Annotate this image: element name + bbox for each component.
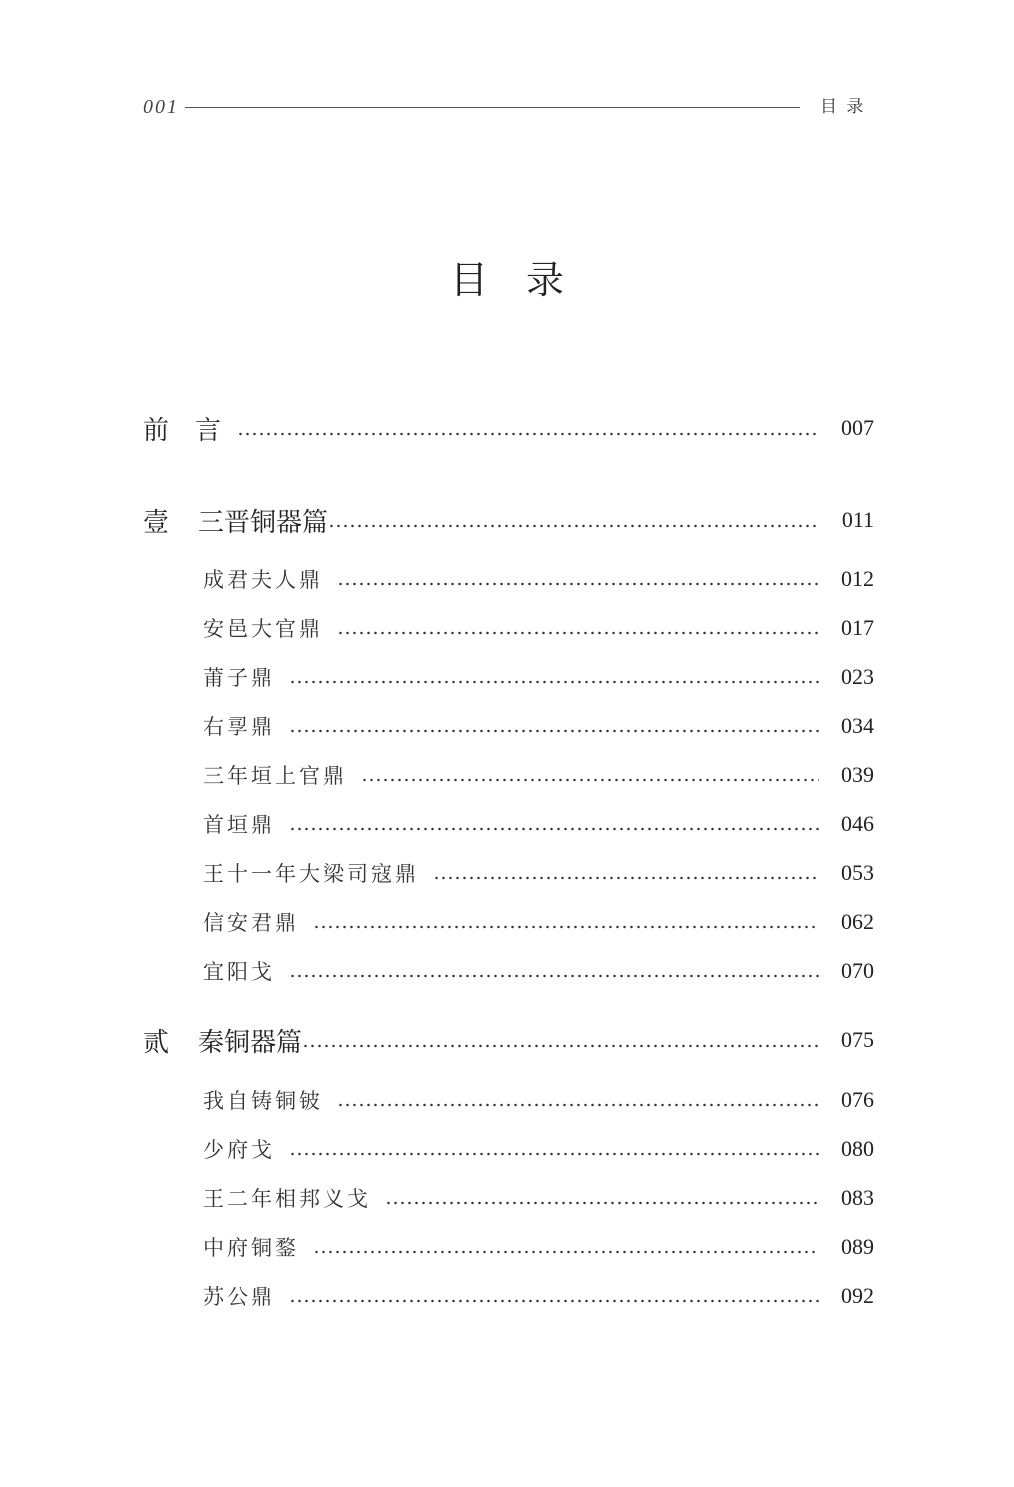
- toc-section-title: 秦铜器篇: [198, 1027, 303, 1058]
- toc-item-label: 王二年相邦义戈: [203, 1187, 371, 1211]
- toc-page-number: 017: [841, 615, 874, 640]
- toc-item-row[interactable]: [203, 760, 874, 790]
- toc-item-label: 信安君鼎: [203, 911, 299, 935]
- toc-item-row[interactable]: [203, 564, 874, 594]
- dot-leader: [313, 907, 819, 937]
- dot-leader: [289, 809, 819, 839]
- toc-item-row[interactable]: [203, 1183, 874, 1213]
- toc-page-number: 023: [841, 664, 874, 689]
- dot-leader: [289, 956, 819, 986]
- dot-leader: [337, 613, 819, 643]
- page-title: 目 录: [449, 258, 564, 302]
- toc-section-row[interactable]: [143, 503, 874, 537]
- toc-item-label: 我自铸铜铍: [203, 1089, 323, 1113]
- dot-leader: [385, 1183, 819, 1213]
- toc-item-row[interactable]: [203, 662, 874, 692]
- toc-section-title: 三晋铜器篇: [198, 507, 329, 538]
- toc-item-label: 安邑大官鼎: [203, 617, 323, 641]
- dot-leader: [337, 564, 819, 594]
- dot-leader: [337, 1085, 819, 1115]
- toc-item-row[interactable]: [203, 1085, 874, 1115]
- toc-item-row[interactable]: [203, 858, 874, 888]
- toc-item-row[interactable]: [203, 1134, 874, 1164]
- toc-page-number: 007: [841, 415, 874, 440]
- dot-leader: [361, 760, 819, 790]
- toc-item-label: 少府戈: [203, 1138, 275, 1162]
- toc-item-row[interactable]: [203, 1281, 874, 1311]
- toc-section-number: 贰: [143, 1027, 170, 1058]
- dot-leader: [289, 662, 819, 692]
- header-page-number: 001: [143, 96, 179, 118]
- toc-page-number: 092: [841, 1283, 874, 1308]
- toc-page-number: 062: [841, 909, 874, 934]
- dot-leader: [289, 711, 819, 741]
- dot-leader: [237, 413, 819, 443]
- toc-item-label: 三年垣上官鼎: [203, 764, 347, 788]
- header-rule: [185, 107, 800, 108]
- header-title: 目 录: [820, 97, 866, 117]
- toc-page-number: 070: [841, 958, 874, 983]
- toc-page-number: 039: [841, 762, 874, 787]
- toc-item-label: 宜阳戈: [203, 960, 275, 984]
- toc-preface-row[interactable]: [143, 411, 874, 445]
- toc-item-label: 苏公鼎: [203, 1285, 275, 1309]
- toc-page-number: 076: [841, 1087, 874, 1112]
- toc-item-row[interactable]: [203, 907, 874, 937]
- toc-page-number: 089: [841, 1234, 874, 1259]
- toc-item-label: 中府铜鍪: [203, 1236, 299, 1260]
- dot-leader: [289, 1281, 819, 1311]
- toc-page-number: 011: [841, 507, 874, 532]
- toc-item-label: 首垣鼎: [203, 813, 275, 837]
- toc-item-label: 莆子鼎: [203, 666, 275, 690]
- toc-item-row[interactable]: [203, 809, 874, 839]
- dot-leader: [433, 858, 819, 888]
- toc-page-number: 083: [841, 1185, 874, 1210]
- toc-preface-label: 前 言: [143, 415, 222, 446]
- toc-item-label: 王十一年大梁司寇鼎: [203, 862, 419, 886]
- dot-leader: [289, 1134, 819, 1164]
- toc-page-number: 012: [841, 566, 874, 591]
- toc-page-number: 034: [841, 713, 874, 738]
- toc-page-number: 080: [841, 1136, 874, 1161]
- dot-leader: [328, 505, 819, 535]
- toc-item-label: 成君夫人鼎: [203, 568, 323, 592]
- toc-section-number: 壹: [143, 507, 170, 538]
- toc-page-number: 046: [841, 811, 874, 836]
- toc-page-number: 075: [841, 1027, 874, 1052]
- toc-item-label: 右孠鼎: [203, 715, 275, 739]
- toc-item-row[interactable]: [203, 711, 874, 741]
- toc-item-row[interactable]: [203, 613, 874, 643]
- toc-item-row[interactable]: [203, 956, 874, 986]
- toc-page-number: 053: [841, 860, 874, 885]
- toc-section-row[interactable]: [143, 1023, 874, 1057]
- dot-leader: [313, 1232, 819, 1262]
- toc-item-row[interactable]: [203, 1232, 874, 1262]
- dot-leader: [302, 1025, 819, 1055]
